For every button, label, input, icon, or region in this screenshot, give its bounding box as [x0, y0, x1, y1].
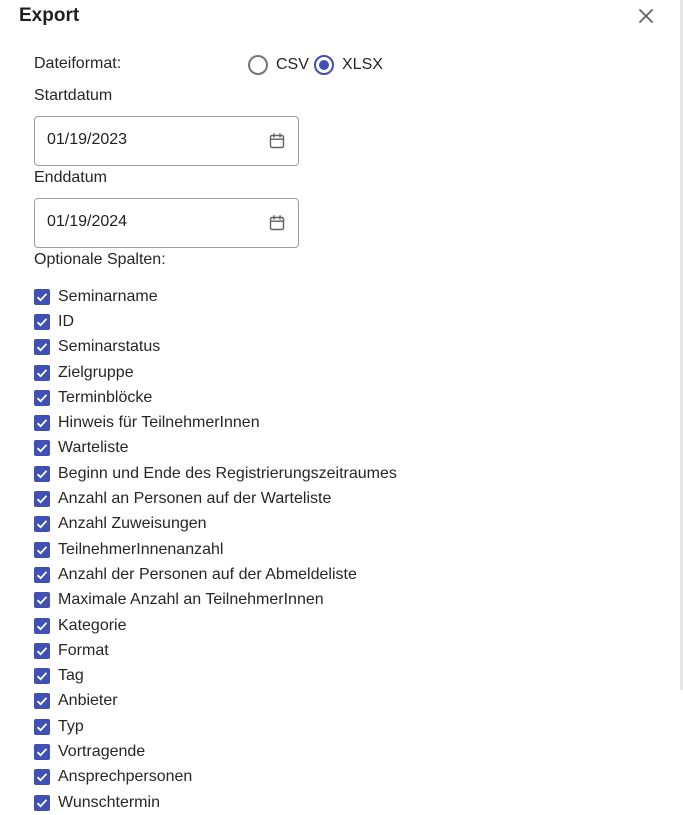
checkbox[interactable] [34, 365, 50, 381]
calendar-icon[interactable] [268, 214, 286, 232]
checkbox-label: Ansprechpersonen [58, 768, 193, 786]
checkbox[interactable] [34, 592, 50, 608]
checkmark-icon [35, 543, 49, 557]
column-checkbox-item[interactable] [34, 689, 397, 714]
checkmark-icon [35, 416, 49, 430]
checkbox[interactable] [34, 289, 50, 305]
checkbox-label: Wunschtermin [58, 793, 160, 811]
checkbox[interactable] [34, 516, 50, 532]
checkmark-icon [35, 391, 49, 405]
checkbox[interactable] [34, 769, 50, 785]
checkmark-icon [35, 644, 49, 658]
checkbox-label: Anbieter [58, 692, 118, 710]
checkbox[interactable] [34, 719, 50, 735]
checkmark-icon [35, 770, 49, 784]
column-checkbox-item[interactable] [34, 613, 397, 638]
checkbox-label: Seminarstatus [58, 338, 161, 356]
checkbox-label: Beginn und Ende des Registrierungszeitraumes [58, 464, 397, 482]
checkbox[interactable] [34, 618, 50, 634]
file-format-label: Dateiformat: [34, 55, 122, 72]
column-checkbox-item[interactable] [34, 385, 397, 410]
checkmark-icon [35, 619, 49, 633]
checkmark-icon [35, 568, 49, 582]
column-checkbox-item[interactable] [34, 410, 397, 435]
start-date-value[interactable]: 01/19/2023 [47, 131, 128, 148]
column-checkbox-item[interactable] [34, 309, 397, 334]
checkmark-icon [35, 669, 49, 683]
column-checkbox-item[interactable] [34, 562, 397, 587]
dialog-header [0, 0, 683, 36]
column-checkbox-item[interactable] [34, 714, 397, 739]
checkbox-label: Format [58, 641, 109, 659]
checkbox[interactable] [34, 643, 50, 659]
column-checkbox-item[interactable] [34, 360, 397, 385]
checkbox[interactable] [34, 693, 50, 709]
checkmark-icon [35, 593, 49, 607]
checkmark-icon [35, 745, 49, 759]
file-format-row [34, 54, 434, 76]
radio-csv[interactable] [248, 54, 309, 76]
column-checkbox-item[interactable] [34, 436, 397, 461]
optional-columns-list [34, 284, 397, 815]
column-checkbox-item[interactable] [34, 486, 397, 511]
checkbox-label: Anzahl an Personen auf der Warteliste [58, 490, 332, 508]
checkmark-icon [35, 796, 49, 810]
column-checkbox-item[interactable] [34, 335, 397, 360]
checkmark-icon [35, 290, 49, 304]
checkbox[interactable] [34, 390, 50, 406]
checkbox[interactable] [34, 668, 50, 684]
end-date-field[interactable] [34, 198, 299, 248]
checkbox-label: Seminarname [58, 287, 158, 305]
column-checkbox-item[interactable] [34, 663, 397, 688]
checkbox[interactable] [34, 491, 50, 507]
checkbox-label: Anzahl Zuweisungen [58, 515, 207, 533]
checkbox-label: Kategorie [58, 616, 127, 634]
checkbox-label: Zielgruppe [58, 363, 134, 381]
checkbox[interactable] [34, 415, 50, 431]
checkbox-label: Terminblöcke [58, 388, 153, 406]
checkbox[interactable] [34, 440, 50, 456]
checkbox-label: Maximale Anzahl an TeilnehmerInnen [58, 591, 324, 609]
checkbox-label: Warteliste [58, 439, 129, 457]
checkmark-icon [35, 340, 49, 354]
column-checkbox-item[interactable] [34, 537, 397, 562]
column-checkbox-item[interactable] [34, 638, 397, 663]
checkmark-icon [35, 467, 49, 481]
column-checkbox-item[interactable] [34, 739, 397, 764]
column-checkbox-item[interactable] [34, 461, 397, 486]
checkmark-icon [35, 366, 49, 380]
optional-columns-label: Optionale Spalten: [34, 251, 166, 268]
checkmark-icon [35, 720, 49, 734]
checkbox-label: Typ [58, 717, 84, 735]
checkbox-label: Anzahl der Personen auf der Abmeldeliste [58, 565, 357, 583]
column-checkbox-item[interactable] [34, 765, 397, 790]
checkbox-label: Hinweis für TeilnehmerInnen [58, 414, 260, 432]
radio-csv-label: CSV [276, 56, 309, 73]
radio-xlsx-label: XLSX [342, 56, 383, 73]
checkbox[interactable] [34, 339, 50, 355]
checkbox[interactable] [34, 314, 50, 330]
checkbox[interactable] [34, 567, 50, 583]
radio-xlsx-circle[interactable] [314, 55, 334, 75]
dialog-title: Export [19, 5, 80, 26]
calendar-icon[interactable] [268, 132, 286, 150]
checkmark-icon [35, 315, 49, 329]
checkbox-label: Vortragende [58, 742, 146, 760]
checkbox-label: ID [58, 312, 74, 330]
column-checkbox-item[interactable] [34, 588, 397, 613]
column-checkbox-item[interactable] [34, 512, 397, 537]
column-checkbox-item[interactable] [34, 790, 397, 815]
checkbox[interactable] [34, 542, 50, 558]
checkbox[interactable] [34, 744, 50, 760]
checkbox-label: TeilnehmerInnenanzahl [58, 540, 224, 558]
radio-xlsx[interactable] [314, 54, 383, 76]
checkbox[interactable] [34, 795, 50, 811]
end-date-value[interactable]: 01/19/2024 [47, 213, 128, 230]
checkmark-icon [35, 441, 49, 455]
close-icon [636, 6, 656, 26]
checkbox-label: Tag [58, 667, 84, 685]
checkmark-icon [35, 517, 49, 531]
column-checkbox-item[interactable] [34, 284, 397, 309]
radio-csv-circle[interactable] [248, 55, 268, 75]
checkbox[interactable] [34, 466, 50, 482]
end-date-label: Enddatum [34, 169, 107, 186]
checkmark-icon [35, 694, 49, 708]
start-date-label: Startdatum [34, 87, 113, 104]
start-date-field[interactable] [34, 116, 299, 166]
checkmark-icon [35, 492, 49, 506]
close-button[interactable] [636, 6, 656, 26]
